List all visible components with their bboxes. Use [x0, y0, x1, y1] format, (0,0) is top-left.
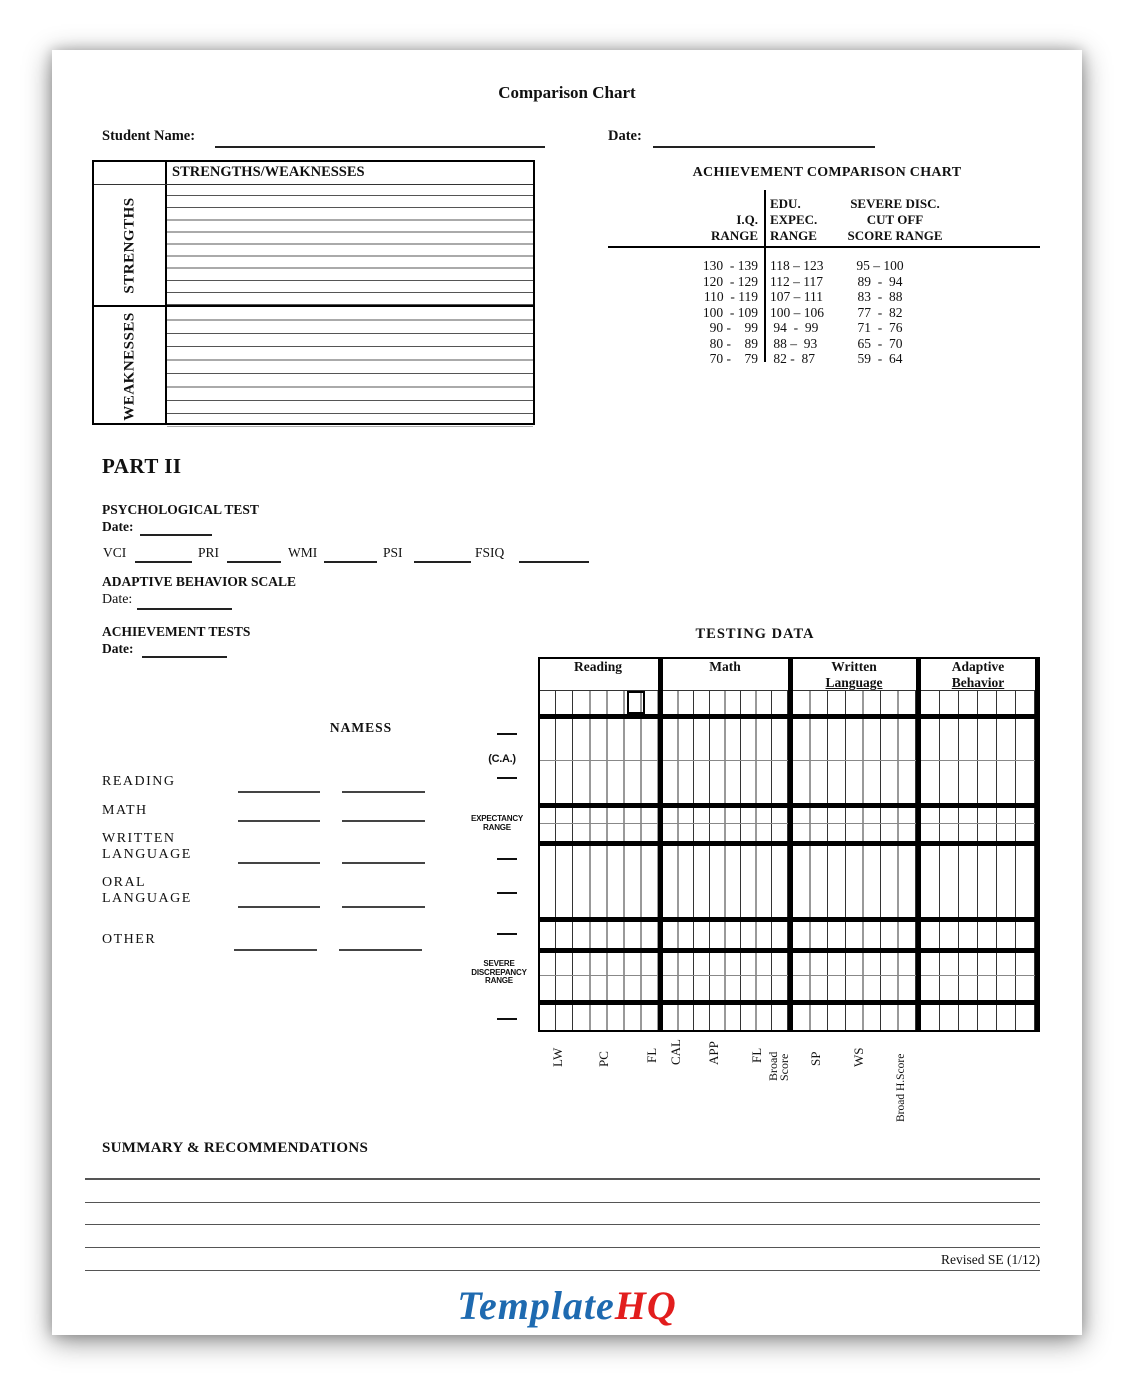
- testing-data-title: TESTING DATA: [695, 626, 815, 642]
- grid-section-bar: [658, 657, 663, 1032]
- achievement-tests-label: ACHIEVEMENT TESTS: [102, 624, 251, 639]
- grid-section-bar: [916, 657, 921, 1032]
- student-name-field: [215, 146, 545, 148]
- achievement-chart-title: ACHIEVEMENT COMPARISON CHART: [692, 165, 962, 180]
- weaknesses-label: WEAKNESSES: [121, 312, 138, 421]
- grid-header-reading: [543, 659, 653, 675]
- grid-left-border: [538, 657, 540, 1032]
- grid-section-written-language: [793, 691, 916, 1030]
- blank-field: [238, 862, 320, 864]
- blank-field: [342, 820, 425, 822]
- templatehq-logo: [52, 1282, 1082, 1329]
- row-label-reading: READING: [102, 774, 176, 789]
- acc-cell-edu: 118 – 123: [770, 258, 824, 273]
- acc-row: [608, 320, 1040, 336]
- row-label-oral-language: ORAL LANGUAGE: [102, 875, 192, 906]
- blank-field: [342, 906, 425, 908]
- edu-expec-header: [770, 196, 817, 244]
- severe-header-line3: SCORE RANGE: [847, 228, 943, 243]
- iq-range-header: [652, 212, 758, 244]
- grid-section-adaptive-behavior: [921, 691, 1035, 1030]
- column-label-fl: FL: [644, 1047, 659, 1063]
- blank-field: [238, 906, 320, 908]
- grid-header-word2: Behavior: [951, 675, 1005, 690]
- severe-discrepancy-label: SEVERE DISCREPANCY RANGE: [471, 959, 527, 985]
- acc-cell-edu: 107 – 111: [770, 289, 823, 304]
- acc-cell-iq: 130 - 139: [702, 258, 758, 273]
- achievement-date-label: Date:: [102, 641, 134, 656]
- date-field: [653, 146, 875, 148]
- grid-header-word1: Adaptive: [951, 659, 1005, 674]
- grid-section-math: [663, 691, 788, 1030]
- student-name-label: Student Name:: [102, 128, 196, 144]
- score-wmi-field: [324, 561, 377, 563]
- expectancy-range-label: EXPECTANCY RANGE: [470, 814, 524, 832]
- column-label-ws: WS: [851, 1047, 866, 1067]
- acc-cell-iq: 80 - 89: [709, 335, 758, 351]
- acc-cell-edu: 94 - 99: [770, 320, 819, 335]
- date-label: Date:: [608, 128, 642, 144]
- tick-mark: [497, 777, 517, 779]
- score-fsiq-label: FSIQ: [475, 545, 505, 560]
- acc-row: [608, 289, 1040, 305]
- acc-cell-severe: 77 - 82: [857, 304, 903, 320]
- severe-disc-header: [830, 196, 960, 244]
- score-psi-field: [414, 561, 471, 563]
- logo-part1: Template: [457, 1283, 615, 1328]
- achievement-chart-rows: [608, 258, 1040, 367]
- blank-field: [234, 949, 317, 951]
- grid-section-reading: [539, 691, 659, 1030]
- edu-header-line1: EDU.: [770, 196, 801, 211]
- grid-header-adaptive-behavior: [923, 659, 1033, 691]
- adaptive-date-field: [137, 608, 232, 610]
- column-label-lw: LW: [550, 1047, 565, 1067]
- score-pri-label: PRI: [198, 545, 220, 560]
- grid-header-written-language: [799, 659, 909, 691]
- score-psi-label: PSI: [383, 545, 403, 560]
- grid-header-word2: Language: [825, 675, 883, 690]
- acc-cell-iq: 70 - 79: [709, 351, 758, 366]
- blank-field: [238, 791, 320, 793]
- acc-cell-iq: 100 - 109: [702, 304, 758, 320]
- summary-line: [85, 1178, 1040, 1180]
- blank-field: [238, 820, 320, 822]
- column-label-sp: SP: [808, 1051, 823, 1066]
- psych-date-label: Date:: [102, 519, 134, 534]
- score-fsiq-field: [519, 561, 589, 563]
- document-page: [52, 50, 1082, 1335]
- acc-cell-edu: 112 – 117: [770, 273, 823, 289]
- acc-cell-edu: 100 – 106: [770, 304, 824, 320]
- achievement-date-field: [142, 656, 227, 658]
- tick-mark: [497, 733, 517, 735]
- blank-field: [339, 949, 422, 951]
- adaptive-date-label: Date:: [102, 592, 133, 607]
- achievement-chart-header-rule: [608, 246, 1040, 248]
- strengths-label: STRENGTHS: [121, 197, 138, 294]
- tick-mark: [497, 933, 517, 935]
- acc-cell-severe: 83 - 88: [857, 289, 903, 304]
- acc-cell-edu: 82 - 87: [770, 351, 815, 366]
- summary-line: [85, 1224, 1040, 1225]
- grid-header-word1: Written: [831, 659, 877, 674]
- tick-mark: [497, 892, 517, 894]
- acc-cell-severe: 71 - 76: [857, 320, 903, 335]
- edu-header-line2: EXPEC.: [770, 212, 818, 227]
- column-label-pc: PC: [596, 1051, 611, 1067]
- acc-row: [608, 336, 1040, 352]
- grid-section-bar: [788, 657, 793, 1032]
- severe-header-line1: SEVERE DISC.: [850, 196, 940, 211]
- iq-header-line1: I.Q.: [736, 212, 758, 227]
- adaptive-behavior-scale-label: ADAPTIVE BEHAVIOR SCALE: [102, 574, 297, 589]
- acc-cell-iq: 90 - 99: [709, 320, 758, 335]
- column-label-broad-score: Broad Score: [766, 1051, 791, 1081]
- tick-mark: [497, 858, 517, 860]
- column-label-cal: CAL: [668, 1039, 683, 1065]
- tick-mark: [497, 1018, 517, 1020]
- acc-cell-iq: 120 - 129: [702, 273, 758, 289]
- grid-header-math: [670, 659, 780, 675]
- score-vci-field: [135, 561, 192, 563]
- grid-right-border: [1035, 657, 1040, 1032]
- acc-row: [608, 351, 1040, 367]
- blank-field: [342, 791, 425, 793]
- column-label-app: APP: [706, 1041, 721, 1065]
- strengths-weaknesses-table: [92, 160, 535, 425]
- severe-header-line2: CUT OFF: [866, 212, 924, 227]
- acc-cell-edu: 88 – 93: [770, 335, 818, 351]
- blank-field: [342, 862, 425, 864]
- row-label-other: OTHER: [102, 932, 157, 947]
- psych-date-field: [140, 534, 212, 536]
- summary-line: [85, 1270, 1040, 1271]
- score-wmi-label: WMI: [288, 545, 318, 560]
- acc-cell-severe: 59 - 64: [857, 351, 903, 366]
- column-label-broad-hscore: Broad H.Score: [895, 1053, 907, 1122]
- row-label-math: MATH: [102, 803, 148, 818]
- summary-line: [85, 1247, 1040, 1248]
- summary-line: [85, 1202, 1040, 1203]
- names-header: NAMESS: [329, 720, 393, 735]
- summary-heading: SUMMARY & RECOMMENDATIONS: [102, 1140, 369, 1156]
- grid-bold-cell: [627, 691, 645, 714]
- acc-cell-severe: 95 – 100: [856, 258, 904, 273]
- acc-row: [608, 274, 1040, 290]
- score-vci-label: VCI: [103, 545, 127, 560]
- row-label-written-language: WRITTEN LANGUAGE: [102, 831, 192, 862]
- strengths-ruled-lines: [167, 184, 533, 305]
- edu-header-line3: RANGE: [770, 228, 817, 243]
- part2-heading: PART II: [102, 454, 182, 478]
- grid-header-word1: Reading: [573, 659, 622, 674]
- logo-part2: HQ: [614, 1283, 677, 1328]
- weaknesses-ruled-lines: [167, 307, 533, 427]
- grid-header-word1: Math: [709, 659, 741, 674]
- acc-cell-severe: 65 - 70: [857, 335, 903, 351]
- iq-header-line2: RANGE: [711, 228, 758, 243]
- ca-label: (C.A.): [488, 753, 516, 765]
- acc-row: [608, 258, 1040, 274]
- psychological-test-label: PSYCHOLOGICAL TEST: [102, 502, 259, 517]
- acc-cell-severe: 89 - 94: [857, 273, 903, 289]
- column-label-fl2: FL: [749, 1047, 764, 1063]
- acc-row: [608, 305, 1040, 321]
- score-pri-field: [227, 561, 281, 563]
- sw-table-header: STRENGTHS/WEAKNESSES: [172, 164, 365, 180]
- revision-note: Revised SE (1/12): [941, 1252, 1040, 1267]
- acc-cell-iq: 110 - 119: [703, 289, 758, 304]
- page-title: Comparison Chart: [498, 83, 636, 102]
